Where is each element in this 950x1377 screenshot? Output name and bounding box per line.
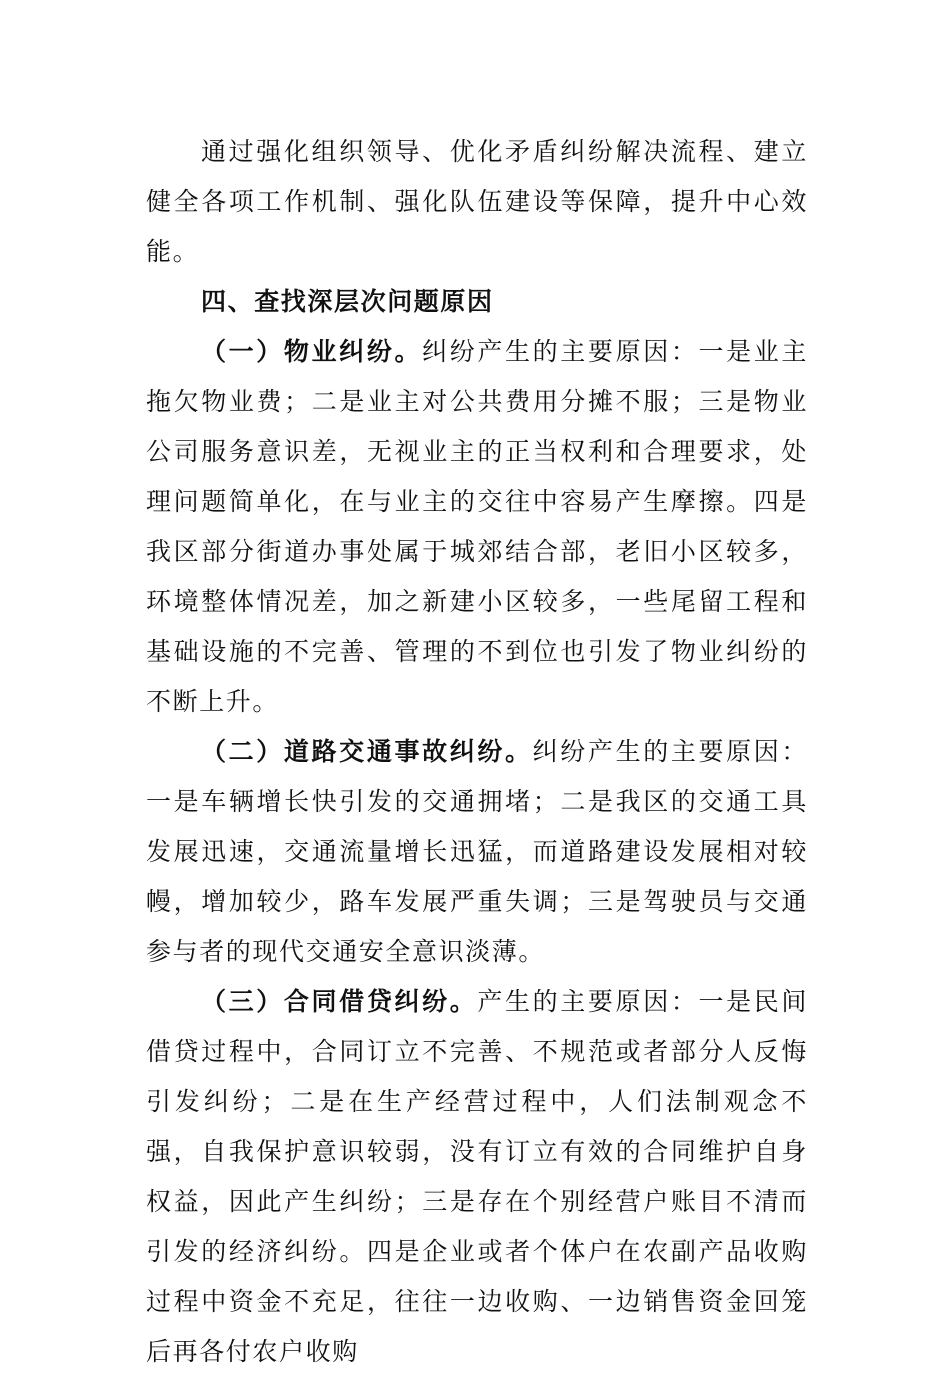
section-heading: 四、查找深层次问题原因 — [201, 287, 494, 316]
item-lead: （三）合同借贷纠纷。 — [201, 987, 478, 1016]
item-paragraph-property — [146, 327, 808, 727]
item-paragraph-contract — [146, 977, 808, 1377]
item-body: 纠纷产生的主要原因：一是车辆增长快引发的交通拥堵；二是我区的交通工具发展迅速，交通流量增长迅猛，而道路建设发展相对较幔，增加较少，路车发展严重失调；三是驾驶员与交通参与者的现代交通安全意识淡薄。 — [146, 737, 808, 966]
intro-paragraph: 通过强化组织领导、优化矛盾纠纷解决流程、建立健全各项工作机制、强化队伍建设等保障，提升中心效能。 — [146, 137, 808, 266]
item-body: 纠纷产生的主要原因：一是业主拖欠物业费；二是业主对公共费用分摊不服；三是物业公司服务意识差，无视业主的正当权利和合理要求，处理问题简单化，在与业主的交往中容易产生摩擦。四是我区部分街道办事处属于城郊结合部，老旧小区较多，环境整体情况差，加之新建小区较多，一些尾留工程和基础设施的不完善、管理的不到位也引发了物业纠纷的不断上升。 — [146, 337, 808, 716]
item-paragraph-traffic — [146, 727, 808, 977]
item-lead: （一）物业纠纷。 — [201, 337, 423, 366]
item-lead: （二）道路交通事故纠纷。 — [201, 737, 533, 766]
document-body — [146, 127, 808, 1377]
item-body: 产生的主要原因：一是民间借贷过程中，合同订立不完善、不规范或者部分人反悔引发纠纷；二是在生产经营过程中，人们法制观念不强，自我保护意识较弱，没有订立有效的合同维护自身权益，因此产生纠纷；三是存在个别经营户账目不清而引发的经济纠纷。四是企业或者个体户在农副产品收购过程中资金不充足，往往一边收购、一边销售资金回笼后再各付农户收购 — [146, 987, 808, 1366]
